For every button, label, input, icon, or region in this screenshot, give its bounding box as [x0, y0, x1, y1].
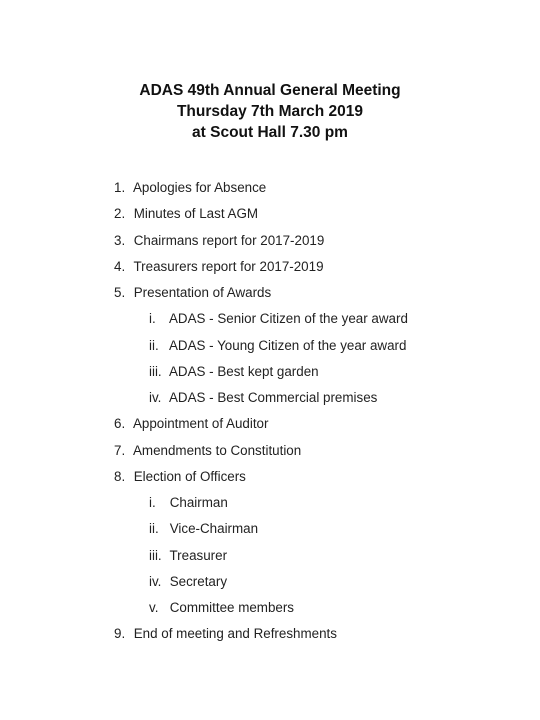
agenda-item	[114, 464, 408, 490]
agenda-item	[114, 438, 408, 464]
agenda-subitem-text: Chairman	[169, 495, 228, 510]
agenda-subitem-text: Vice-Chairman	[169, 521, 259, 537]
title-line-date: Thursday 7th March 2019	[176, 103, 364, 120]
agenda-item-text: Election of Officers	[133, 468, 246, 484]
agenda-item-number: 5.	[114, 285, 126, 300]
agenda-item	[114, 411, 408, 437]
title-line-venue: at Scout Hall 7.30 pm	[192, 124, 348, 141]
agenda-subitem-text: ADAS - Best kept garden	[168, 363, 319, 379]
agenda-item-number: 9.	[114, 626, 126, 642]
agenda-subitem	[114, 595, 408, 621]
agenda-subitem-number: iv.	[149, 390, 162, 405]
agenda-subitem	[114, 490, 408, 516]
agenda-item-text: Apologies for Absence	[132, 180, 267, 195]
agenda-item-number: 6.	[114, 416, 126, 432]
agenda-item-number: 7.	[114, 442, 126, 458]
agenda-item-number: 8.	[114, 468, 126, 484]
agenda-item	[114, 254, 408, 280]
agenda-item-text: Chairmans report for 2017-2019	[133, 232, 325, 248]
agenda-subitem-text: Treasurer	[169, 547, 228, 563]
agenda-subitem-number: v.	[149, 600, 159, 615]
agenda-item-number: 1.	[114, 180, 126, 195]
agenda-subitem-text: ADAS - Young Citizen of the year award	[168, 337, 407, 353]
agenda-item-number: 2.	[114, 206, 126, 222]
agenda-item-text: Appointment of Auditor	[132, 416, 269, 432]
agenda-subitem-number: ii.	[149, 521, 159, 537]
agenda-subitem	[114, 569, 408, 595]
agenda-item	[114, 201, 408, 227]
agenda-subitem	[114, 516, 408, 542]
agenda-item	[114, 280, 408, 306]
agenda-subitem-number: i.	[149, 311, 156, 327]
agenda-item-text: Amendments to Constitution	[132, 442, 302, 458]
agenda-subitem-number: i.	[149, 495, 156, 510]
agenda-list	[114, 175, 408, 648]
agenda-subitem	[114, 306, 408, 332]
agenda-subitem-number: ii.	[149, 337, 159, 353]
agenda-item	[114, 621, 408, 647]
agenda-subitem-text: ADAS - Best Commercial premises	[168, 390, 378, 405]
agenda-subitem-number: iv.	[149, 573, 162, 589]
agenda-subitem	[114, 385, 408, 411]
title-line-meeting: ADAS 49th Annual General Meeting	[139, 82, 401, 99]
agenda-subitem	[114, 359, 408, 385]
agenda-subitem-text: Secretary	[169, 573, 228, 589]
agenda-item	[114, 175, 408, 201]
agenda-subitem	[114, 333, 408, 359]
agenda-item	[114, 228, 408, 254]
agenda-item-text: Presentation of Awards	[133, 285, 272, 300]
agenda-item-number: 4.	[114, 258, 126, 274]
agenda-subitem	[114, 543, 408, 569]
agenda-item-number: 3.	[114, 232, 126, 248]
agenda-subitem-number: iii.	[149, 363, 162, 379]
agenda-subitem-text: Committee members	[169, 600, 294, 615]
agenda-item-text: End of meeting and Refreshments	[133, 626, 337, 642]
agenda-subitem-text: ADAS - Senior Citizen of the year award	[168, 311, 408, 327]
agenda-item-text: Minutes of Last AGM	[133, 206, 259, 222]
document-title	[0, 80, 540, 143]
agenda-subitem-number: iii.	[149, 547, 162, 563]
agenda-item-text: Treasurers report for 2017-2019	[133, 258, 324, 274]
